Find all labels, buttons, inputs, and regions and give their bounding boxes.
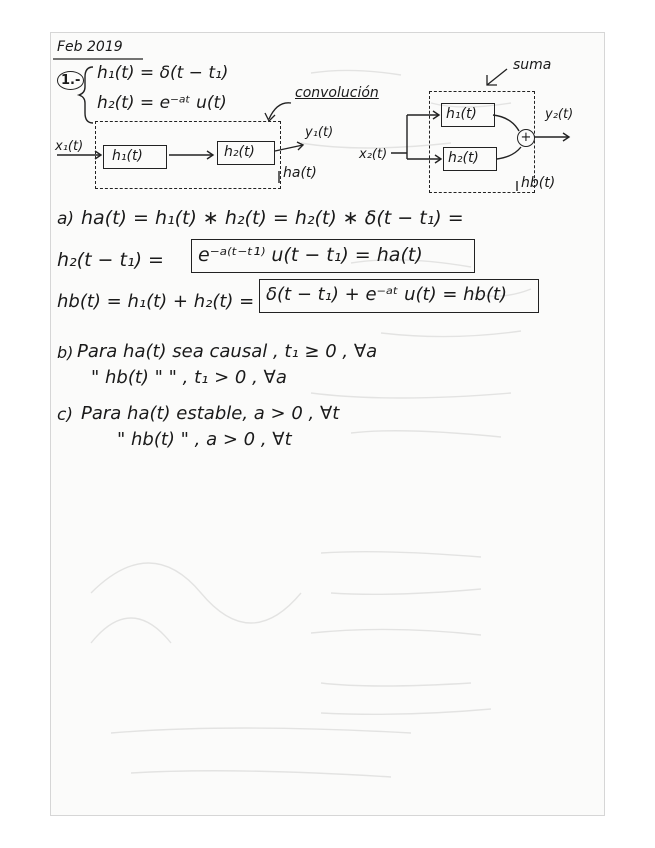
hb-result-box [259,279,539,313]
left-block-h1-label: h₁(t) [112,148,143,164]
h1-definition: h₁(t) = δ(t − t₁) [97,63,229,83]
part-b-line2: " hb(t) " " , t₁ > 0 , ∀a [91,367,287,388]
notebook-page [50,32,605,816]
h2-definition: h₂(t) = e⁻ᵃᵗ u(t) [97,93,227,113]
convolution-note: convolución [295,85,379,101]
date-header: Feb 2019 [57,39,123,55]
part-b-line1: Para ha(t) sea causal , t₁ ≥ 0 , ∀a [77,341,378,362]
left-input-label: x₁(t) [55,139,84,154]
summing-junction: + [517,129,535,147]
problem-number: 1.- [57,71,84,90]
part-c-line1: Para ha(t) estable, a > 0 , ∀t [81,403,340,424]
right-block-h1-label: h₁(t) [446,106,477,122]
right-overall-label: hb(t) [521,175,556,191]
left-block-h2-label: h₂(t) [224,144,255,160]
left-overall-label: ha(t) [283,165,317,181]
hb-result: δ(t − t₁) + e⁻ᵃᵗ u(t) = hb(t) [266,284,508,305]
right-output-label: y₂(t) [545,107,574,122]
part-c-label: c) [57,405,73,425]
part-a-line1: ha(t) = h₁(t) ∗ h₂(t) = h₂(t) ∗ δ(t − t₁) = [81,207,464,229]
ha-result-box [191,239,475,273]
part-c-line2: " hb(t) " , a > 0 , ∀t [117,429,292,450]
sum-note: suma [513,57,552,73]
part-a-line2-lhs: h₂(t − t₁) = [57,249,164,271]
left-output-label: y₁(t) [305,125,334,140]
right-block-h2-label: h₂(t) [448,150,479,166]
right-diagram-arrows [51,33,604,233]
ha-result: e⁻ᵃ⁽ᵗ⁻ᵗ¹⁾ u(t − t₁) = ha(t) [198,244,423,266]
part-a-line3-lhs: hb(t) = h₁(t) + h₂(t) = [57,291,255,312]
part-b-label: b) [57,343,74,362]
right-input-label: x₂(t) [359,147,388,162]
part-a-label: a) [57,209,75,229]
